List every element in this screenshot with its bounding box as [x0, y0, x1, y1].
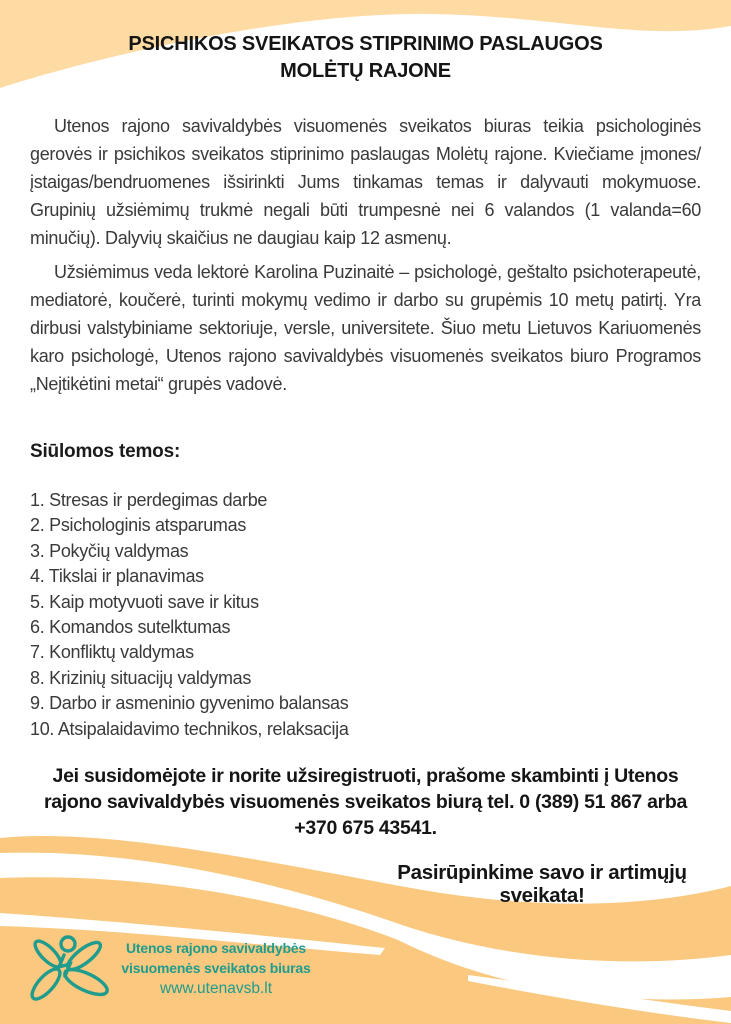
page-title-line2: MOLĖTŲ RAJONE — [280, 60, 451, 82]
topic-item: 1. Stresas ir perdegimas darbe — [30, 490, 268, 510]
website-link[interactable]: www.utenavsb.lt — [160, 980, 272, 997]
topic-item: 5. Kaip motyvuoti save ir kitus — [30, 591, 259, 612]
topic-item: 8. Krizinių situacijų valdymas — [30, 667, 252, 688]
page-title — [0, 31, 731, 85]
organization-block — [118, 939, 314, 1000]
intro-paragraph: Utenos rajono savivaldybės visuomenės sveikatos biuras teikia psichologinės gerovės ir psichikos sveikatos stiprinimo paslaugas Molėtų rajone. Kviečiame įmones/įstaigas/bendruomenes išsirinkti Jums tinkamas temas ir dalyvauti mokymuose. Grupinių užsiėmimų trukmė negali būti trumpesnė nei 6 valandos (1 valanda=60 minučių). Dalyvių skaičius ne daugiau kaip 12 asmenų. — [30, 116, 701, 248]
topics-list — [30, 488, 701, 742]
topics-heading: Siūlomos temos: — [30, 441, 181, 462]
organization-name-line2: visuomenės sveikatos biuras — [121, 959, 311, 976]
lecturer-paragraph: Užsiėmimus veda lektorė Karolina Puzinaitė – psichologė, geštalto psichoterapeutė, mediatorė, koučerė, turinti mokymų vedimo ir darbo su grupėmis 10 metų patirtį. Yra dirbusi valstybiniame sektoriuje, versle, universitete. Šiuo metu Lietuvos Kariuomenės karo psichologė, Utenos rajono savivaldybės visuomenės sveikatos biuro Programos „Neįtikėtini metai“ grupės vadovė. — [30, 262, 701, 394]
topic-item: 3. Pokyčių valdymas — [30, 540, 189, 561]
registration-info: Jei susidomėjote ir norite užsiregistruoti, prašome skambinti į Utenos rajono savivaldybės visuomenės sveikatos biurą tel. 0 (389) 51 867 arba +370 675 43541. — [43, 765, 688, 839]
topic-item: 9. Darbo ir asmeninio gyvenimo balansas — [30, 693, 349, 714]
slogan-line2: sveikata! — [499, 884, 585, 907]
topic-item: 10. Atsipalaidavimo technikos, relaksacija — [30, 718, 349, 739]
slogan — [372, 861, 712, 907]
topic-item: 7. Konfliktų valdymas — [30, 642, 194, 663]
slogan-line1: Pasirūpinkime savo ir artimųjų — [397, 861, 687, 884]
organization-name-line1: Utenos rajono savivaldybės — [126, 940, 306, 956]
page-title-line1: PSICHIKOS SVEIKATOS STIPRINIMO PASLAUGOS — [128, 33, 603, 55]
person-dragonfly-logo-icon — [18, 932, 118, 1014]
topic-item: 2. Psichologinis atsparumas — [30, 515, 247, 536]
topic-item: 6. Komandos sutelktumas — [30, 617, 231, 638]
topic-item: 4. Tikslai ir planavimas — [30, 566, 204, 587]
